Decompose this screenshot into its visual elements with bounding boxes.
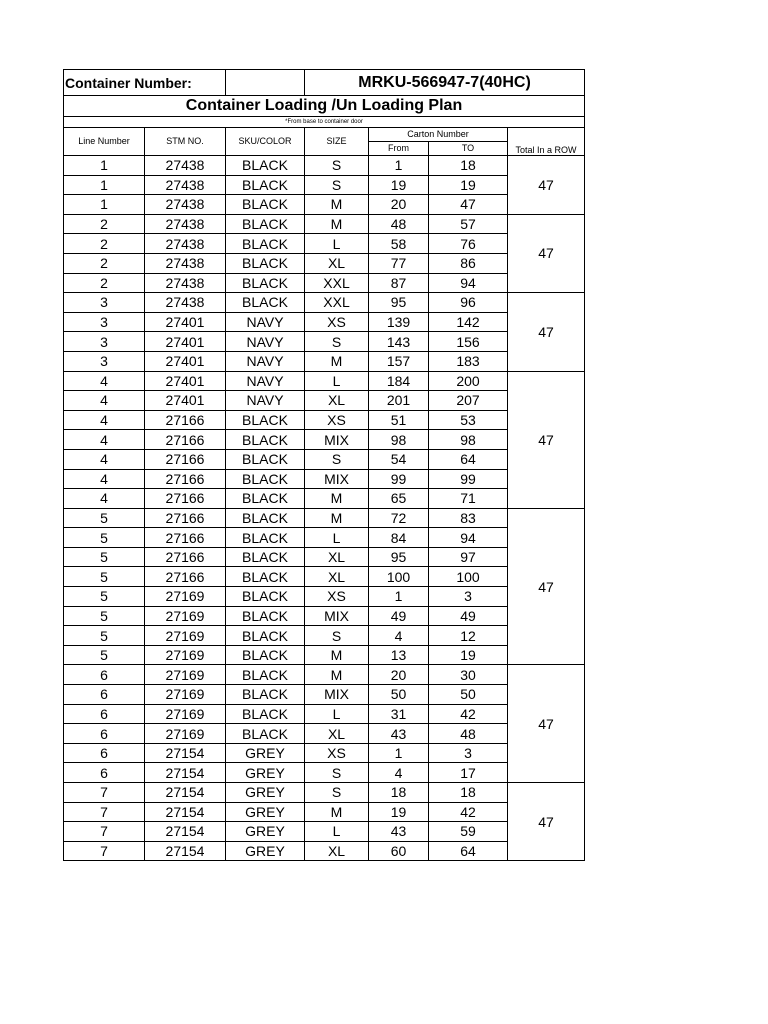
cell-line-number: 3 [64,332,145,352]
cell-carton-from: 13 [369,645,429,665]
col-header-sku-color: SKU/COLOR [226,128,305,156]
cell-carton-to: 97 [429,547,508,567]
cell-carton-from: 157 [369,351,429,371]
cell-line-number: 7 [64,802,145,822]
cell-carton-to: 200 [429,371,508,391]
cell-carton-from: 98 [369,430,429,450]
cell-sku-color: BLACK [226,547,305,567]
col-header-stm-no: STM NO. [145,128,226,156]
cell-sku-color: BLACK [226,195,305,215]
cell-carton-from: 184 [369,371,429,391]
cell-stm-no: 27438 [145,253,226,273]
cell-line-number: 4 [64,449,145,469]
cell-carton-to: 98 [429,430,508,450]
cell-size: S [305,449,369,469]
table-row [64,704,585,724]
cell-size: XXL [305,293,369,313]
cell-row-total: 47 [508,371,585,508]
cell-stm-no: 27438 [145,156,226,176]
table-row [64,489,585,509]
cell-size: M [305,665,369,685]
cell-stm-no: 27166 [145,410,226,430]
cell-size: MIX [305,685,369,705]
cell-carton-from: 43 [369,822,429,842]
container-number-value: MRKU-566947-7(40HC) [305,70,585,96]
cell-stm-no: 27154 [145,822,226,842]
table-row [64,293,585,313]
cell-line-number: 7 [64,783,145,803]
cell-carton-to: 30 [429,665,508,685]
cell-sku-color: NAVY [226,312,305,332]
cell-line-number: 6 [64,743,145,763]
cell-sku-color: BLACK [226,449,305,469]
cell-sku-color: BLACK [226,273,305,293]
table-row [64,724,585,744]
cell-carton-from: 18 [369,783,429,803]
cell-sku-color: NAVY [226,332,305,352]
cell-stm-no: 27169 [145,704,226,724]
cell-stm-no: 27166 [145,547,226,567]
table-row [64,175,585,195]
cell-carton-to: 64 [429,841,508,861]
table-row [64,685,585,705]
cell-size: S [305,626,369,646]
cell-line-number: 4 [64,391,145,411]
cell-row-total: 47 [508,783,585,861]
cell-carton-to: 64 [429,449,508,469]
table-row [64,195,585,215]
cell-carton-to: 94 [429,273,508,293]
cell-line-number: 6 [64,665,145,685]
cell-stm-no: 27154 [145,763,226,783]
cell-sku-color: GREY [226,822,305,842]
cell-carton-from: 58 [369,234,429,254]
cell-size: L [305,822,369,842]
cell-sku-color: NAVY [226,391,305,411]
cell-stm-no: 27401 [145,391,226,411]
cell-carton-to: 94 [429,528,508,548]
table-row [64,547,585,567]
cell-carton-to: 156 [429,332,508,352]
cell-sku-color: BLACK [226,234,305,254]
cell-sku-color: BLACK [226,528,305,548]
cell-line-number: 3 [64,351,145,371]
cell-stm-no: 27154 [145,743,226,763]
cell-sku-color: BLACK [226,430,305,450]
cell-line-number: 5 [64,547,145,567]
cell-carton-from: 201 [369,391,429,411]
cell-carton-to: 3 [429,743,508,763]
table-row [64,587,585,607]
cell-carton-to: 12 [429,626,508,646]
cell-size: M [305,214,369,234]
cell-carton-from: 31 [369,704,429,724]
cell-carton-from: 4 [369,763,429,783]
cell-stm-no: 27166 [145,528,226,548]
col-header-total-in-row: Total In a ROW [508,128,585,156]
cell-carton-to: 17 [429,763,508,783]
cell-size: XL [305,567,369,587]
cell-sku-color: BLACK [226,626,305,646]
cell-line-number: 6 [64,685,145,705]
cell-row-total: 47 [508,214,585,292]
cell-carton-to: 42 [429,802,508,822]
cell-size: XS [305,410,369,430]
cell-line-number: 6 [64,763,145,783]
table-row [64,802,585,822]
table-row [64,214,585,234]
cell-line-number: 5 [64,528,145,548]
table-row [64,312,585,332]
cell-carton-from: 99 [369,469,429,489]
cell-size: S [305,763,369,783]
cell-line-number: 1 [64,156,145,176]
cell-stm-no: 27438 [145,175,226,195]
col-header-size: SIZE [305,128,369,156]
note-row [64,117,585,128]
cell-row-total: 47 [508,293,585,371]
cell-carton-to: 76 [429,234,508,254]
cell-stm-no: 27401 [145,351,226,371]
cell-line-number: 7 [64,841,145,861]
cell-sku-color: BLACK [226,508,305,528]
cell-carton-from: 1 [369,743,429,763]
cell-sku-color: GREY [226,802,305,822]
cell-carton-from: 48 [369,214,429,234]
cell-size: XL [305,841,369,861]
cell-carton-to: 142 [429,312,508,332]
col-header-carton-number: Carton Number [369,128,508,142]
cell-stm-no: 27438 [145,293,226,313]
cell-size: M [305,195,369,215]
cell-carton-to: 96 [429,293,508,313]
cell-carton-from: 54 [369,449,429,469]
cell-stm-no: 27438 [145,234,226,254]
cell-carton-to: 42 [429,704,508,724]
cell-sku-color: GREY [226,743,305,763]
loading-plan-sheet [63,69,584,861]
cell-line-number: 7 [64,822,145,842]
cell-stm-no: 27169 [145,587,226,607]
cell-carton-from: 84 [369,528,429,548]
cell-line-number: 1 [64,195,145,215]
table-row [64,841,585,861]
loading-note: *From base to container door [64,117,585,128]
cell-sku-color: BLACK [226,253,305,273]
cell-size: S [305,332,369,352]
cell-carton-from: 4 [369,626,429,646]
table-row [64,606,585,626]
cell-stm-no: 27401 [145,332,226,352]
cell-size: L [305,704,369,724]
cell-sku-color: BLACK [226,175,305,195]
table-row [64,273,585,293]
cell-line-number: 2 [64,214,145,234]
cell-size: M [305,508,369,528]
cell-carton-from: 1 [369,587,429,607]
cell-sku-color: BLACK [226,645,305,665]
cell-size: L [305,371,369,391]
table-row [64,332,585,352]
col-header-to: TO [429,142,508,156]
cell-carton-from: 20 [369,195,429,215]
cell-size: M [305,489,369,509]
cell-carton-from: 77 [369,253,429,273]
page-title: Container Loading /Un Loading Plan [64,96,585,117]
cell-line-number: 5 [64,606,145,626]
cell-stm-no: 27166 [145,449,226,469]
cell-carton-from: 139 [369,312,429,332]
table-row [64,253,585,273]
cell-size: XS [305,587,369,607]
cell-size: S [305,156,369,176]
cell-stm-no: 27166 [145,489,226,509]
cell-carton-from: 60 [369,841,429,861]
cell-sku-color: NAVY [226,371,305,391]
table-row [64,156,585,176]
cell-line-number: 4 [64,469,145,489]
cell-line-number: 5 [64,626,145,646]
cell-size: XS [305,312,369,332]
cell-line-number: 1 [64,175,145,195]
cell-sku-color: GREY [226,841,305,861]
cell-stm-no: 27438 [145,214,226,234]
cell-sku-color: NAVY [226,351,305,371]
cell-sku-color: BLACK [226,724,305,744]
cell-sku-color: BLACK [226,214,305,234]
table-row [64,430,585,450]
cell-carton-to: 57 [429,214,508,234]
cell-line-number: 5 [64,567,145,587]
table-row [64,371,585,391]
cell-line-number: 3 [64,293,145,313]
cell-line-number: 4 [64,410,145,430]
cell-stm-no: 27154 [145,783,226,803]
table-row [64,469,585,489]
cell-line-number: 4 [64,430,145,450]
table-row [64,645,585,665]
cell-line-number: 6 [64,704,145,724]
cell-stm-no: 27166 [145,508,226,528]
cell-size: XL [305,253,369,273]
cell-line-number: 2 [64,234,145,254]
cell-carton-to: 99 [429,469,508,489]
cell-carton-from: 43 [369,724,429,744]
cell-sku-color: BLACK [226,410,305,430]
cell-carton-from: 20 [369,665,429,685]
cell-carton-from: 65 [369,489,429,509]
cell-line-number: 5 [64,645,145,665]
cell-sku-color: GREY [226,783,305,803]
cell-carton-from: 49 [369,606,429,626]
cell-size: XL [305,724,369,744]
cell-size: XL [305,391,369,411]
table-row [64,822,585,842]
cell-stm-no: 27166 [145,567,226,587]
col-header-from: From [369,142,429,156]
loading-plan-table [63,69,585,861]
cell-size: XXL [305,273,369,293]
cell-line-number: 5 [64,587,145,607]
cell-line-number: 3 [64,312,145,332]
table-row [64,391,585,411]
table-row [64,508,585,528]
cell-line-number: 4 [64,371,145,391]
cell-carton-to: 18 [429,156,508,176]
cell-carton-to: 18 [429,783,508,803]
table-row [64,665,585,685]
cell-size: S [305,783,369,803]
table-row [64,234,585,254]
cell-line-number: 2 [64,273,145,293]
table-row [64,351,585,371]
cell-carton-from: 50 [369,685,429,705]
container-number-row [64,70,585,96]
cell-stm-no: 27169 [145,626,226,646]
table-row [64,763,585,783]
cell-carton-to: 53 [429,410,508,430]
cell-carton-to: 83 [429,508,508,528]
cell-sku-color: BLACK [226,665,305,685]
cell-carton-to: 3 [429,587,508,607]
cell-size: XL [305,547,369,567]
cell-carton-to: 86 [429,253,508,273]
cell-carton-to: 50 [429,685,508,705]
cell-line-number: 2 [64,253,145,273]
cell-sku-color: BLACK [226,469,305,489]
container-number-label: Container Number: [64,70,226,96]
cell-sku-color: GREY [226,763,305,783]
cell-line-number: 6 [64,724,145,744]
cell-carton-from: 19 [369,175,429,195]
cell-line-number: 5 [64,508,145,528]
cell-carton-from: 51 [369,410,429,430]
cell-stm-no: 27169 [145,606,226,626]
table-row [64,528,585,548]
table-row [64,743,585,763]
cell-sku-color: BLACK [226,587,305,607]
cell-carton-to: 49 [429,606,508,626]
cell-stm-no: 27438 [145,195,226,215]
cell-sku-color: BLACK [226,489,305,509]
cell-carton-to: 183 [429,351,508,371]
cell-stm-no: 27166 [145,469,226,489]
cell-size: MIX [305,430,369,450]
cell-sku-color: BLACK [226,606,305,626]
table-row [64,567,585,587]
table-row [64,410,585,430]
cell-carton-from: 1 [369,156,429,176]
cell-carton-from: 143 [369,332,429,352]
cell-row-total: 47 [508,508,585,665]
cell-size: L [305,528,369,548]
cell-carton-from: 87 [369,273,429,293]
cell-size: MIX [305,469,369,489]
cell-carton-to: 47 [429,195,508,215]
cell-sku-color: BLACK [226,685,305,705]
cell-size: M [305,351,369,371]
cell-stm-no: 27169 [145,665,226,685]
cell-carton-from: 95 [369,547,429,567]
cell-sku-color: BLACK [226,567,305,587]
col-header-line-number: Line Number [64,128,145,156]
cell-row-total: 47 [508,156,585,215]
cell-stm-no: 27169 [145,685,226,705]
cell-sku-color: BLACK [226,704,305,724]
cell-carton-from: 72 [369,508,429,528]
cell-stm-no: 27154 [145,841,226,861]
table-row [64,626,585,646]
cell-stm-no: 27169 [145,724,226,744]
cell-carton-to: 19 [429,175,508,195]
cell-stm-no: 27166 [145,430,226,450]
cell-carton-to: 19 [429,645,508,665]
cell-stm-no: 27401 [145,312,226,332]
cell-size: L [305,234,369,254]
cell-size: S [305,175,369,195]
cell-size: M [305,645,369,665]
cell-stm-no: 27438 [145,273,226,293]
cell-carton-from: 95 [369,293,429,313]
cell-carton-to: 100 [429,567,508,587]
cell-size: M [305,802,369,822]
cell-stm-no: 27154 [145,802,226,822]
table-row [64,449,585,469]
cell-size: MIX [305,606,369,626]
container-blank-cell [226,70,305,96]
cell-carton-from: 100 [369,567,429,587]
title-row [64,96,585,117]
cell-sku-color: BLACK [226,156,305,176]
cell-stm-no: 27169 [145,645,226,665]
cell-carton-to: 71 [429,489,508,509]
cell-carton-to: 59 [429,822,508,842]
cell-carton-from: 19 [369,802,429,822]
header-row-1 [64,128,585,142]
table-row [64,783,585,803]
cell-sku-color: BLACK [226,293,305,313]
cell-carton-to: 48 [429,724,508,744]
cell-row-total: 47 [508,665,585,783]
cell-stm-no: 27401 [145,371,226,391]
cell-size: XS [305,743,369,763]
cell-carton-to: 207 [429,391,508,411]
cell-line-number: 4 [64,489,145,509]
